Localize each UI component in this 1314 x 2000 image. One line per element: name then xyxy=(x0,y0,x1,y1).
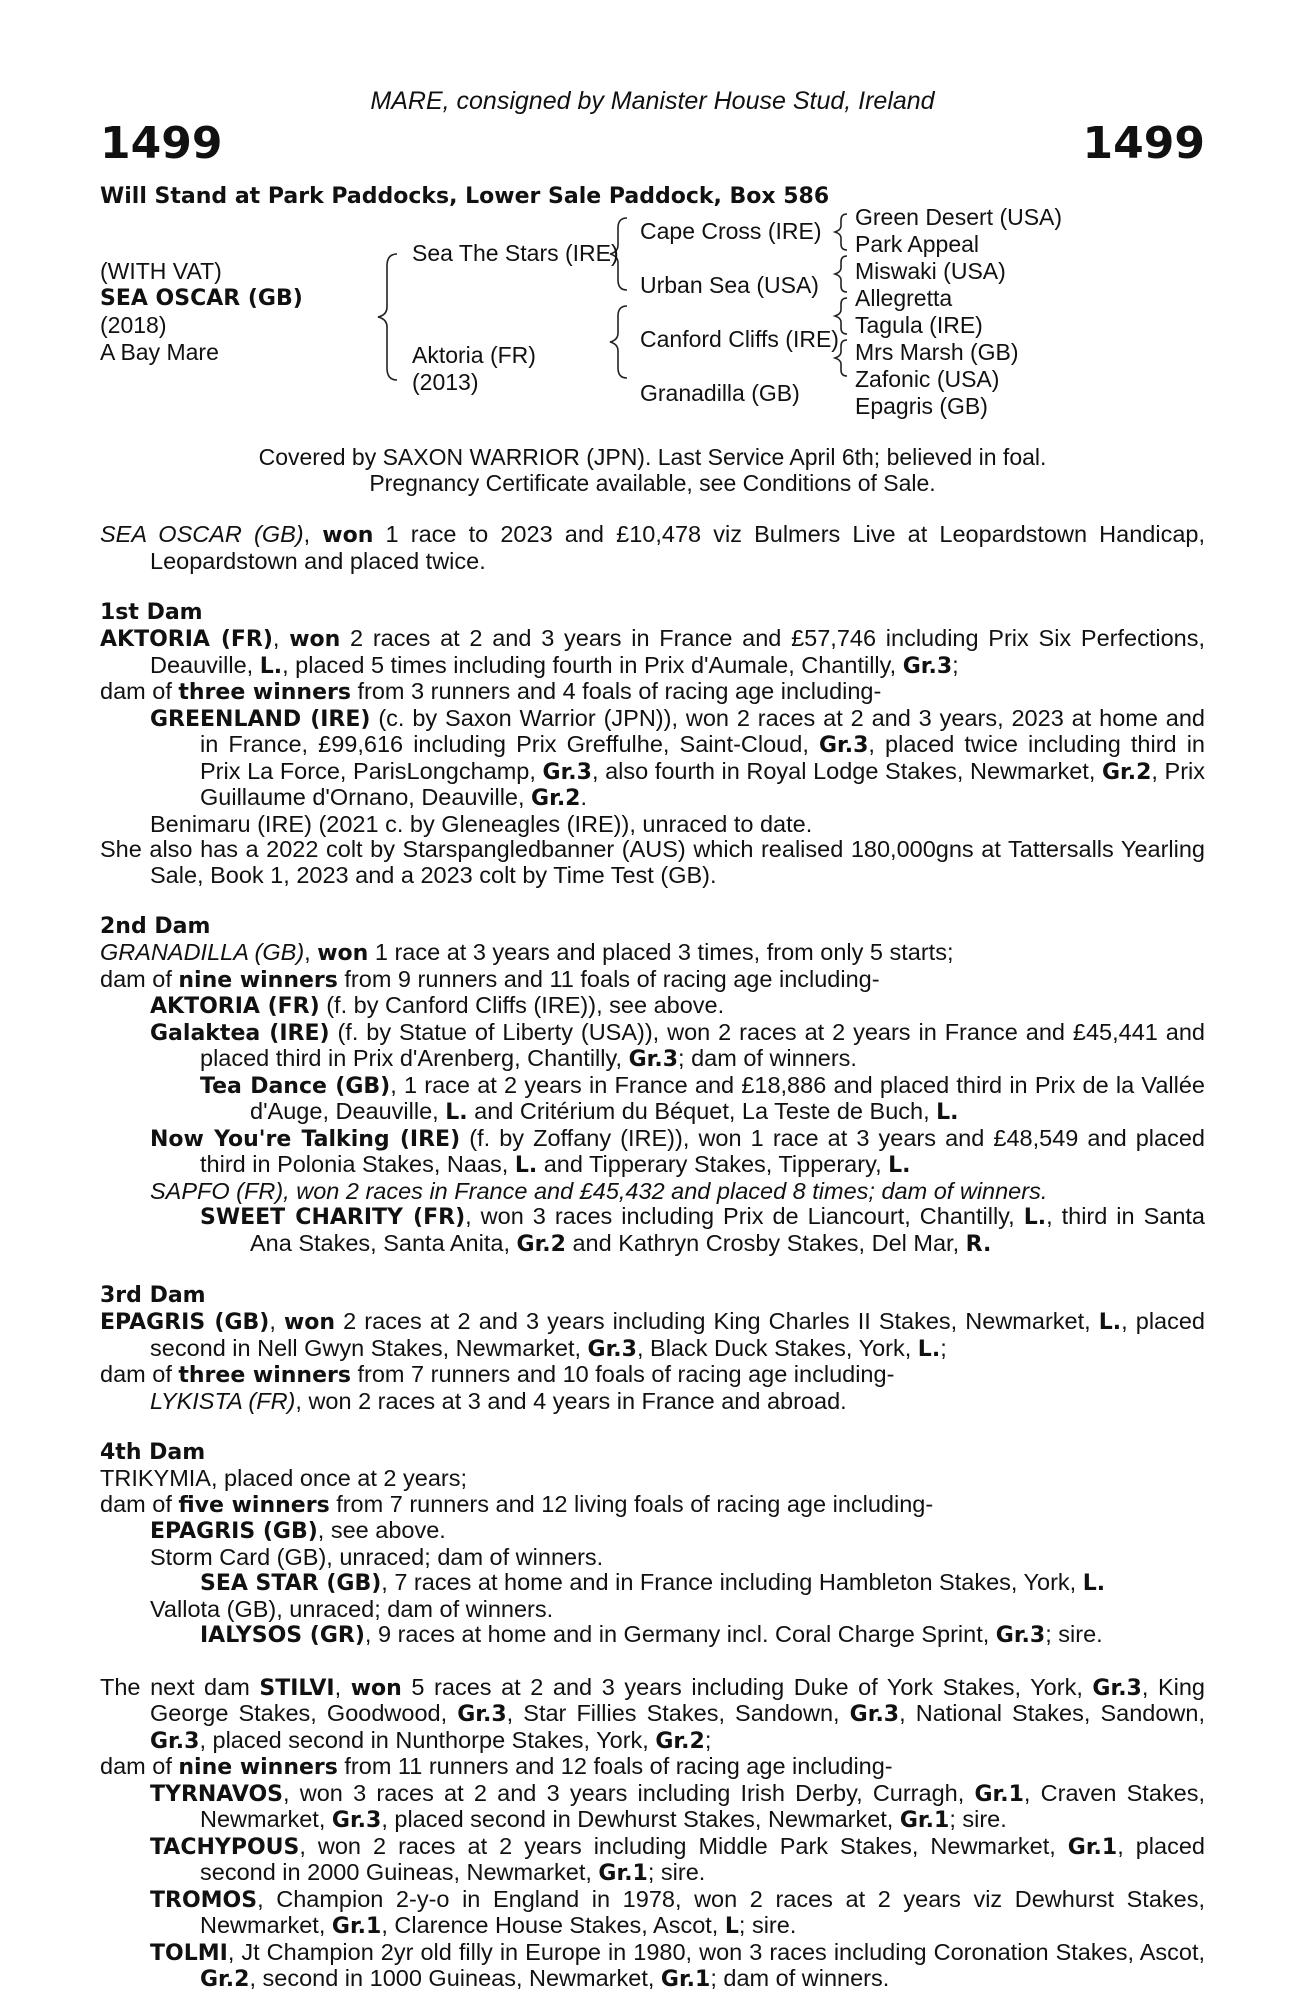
covered-line-2: Pregnancy Certificate available, see Conditions of Sale. xyxy=(369,470,936,496)
sire-of-dam: Canford Cliffs (IRE) xyxy=(640,326,839,352)
covered-note xyxy=(100,444,1205,496)
first-dam-record: AKTORIA (FR), won 2 races at 2 and 3 years in France and £57,746 including Prix Six Perfections, Deauville, L., placed 5 times including fourth in Prix d'Aumale, Chantilly, Gr.3; xyxy=(100,625,1205,679)
fourth-dam-heading: 4th Dam xyxy=(100,1440,206,1465)
fourth-dam-foal-epagris: EPAGRIS (GB), see above. xyxy=(150,1517,446,1544)
intro-paragraph: SEA OSCAR (GB), won 1 race to 2023 and £10,478 viz Bulmers Live at Leopardstown Handicap, Leopardstown and placed twice. xyxy=(100,521,1206,574)
next-dam-foal-tyrnavos: TYRNAVOS, won 3 races at 2 and 3 years including Irish Derby, Curragh, Gr.1, Craven Stakes, Newmarket, Gr.3, placed second in Dewhurst Stakes, Newmarket, Gr.1; sire. xyxy=(150,1779,1205,1833)
next-dam-record: The next dam STILVI, won 5 races at 2 and 3 years including Duke of York Stakes, York, Gr.3, King George Stakes, Goodwood, Gr.3, Star Fillies Stakes, Sandown, Gr.3, National Stakes, Sandown, Gr.3, placed second in Nunthorpe Stakes, York, Gr.2; xyxy=(100,1673,1206,1754)
fourth-dam-grandfoal-sea-star: SEA STAR (GB), 7 races at home and in France including Hambleton Stakes, York, L. xyxy=(200,1569,1106,1596)
dam-year: (2013) xyxy=(412,369,479,395)
horse-year: (2018) xyxy=(100,312,167,338)
dam: Aktoria (FR) xyxy=(412,342,536,368)
next-dam-foal-tromos: TROMOS, Champion 2-y-o in England in 1978, won 2 races at 2 years viz Dewhurst Stakes, Newmarket, Gr.1, Clarence House Stakes, Ascot, L; sire. xyxy=(150,1885,1205,1939)
third-dam-produce: dam of three winners from 7 runners and 10 foals of racing age including- xyxy=(100,1361,895,1388)
second-dam-foal-galaktea: Galaktea (IRE) (f. by Statue of Liberty (USA)), won 2 races at 2 years in France and £45,441 and placed third in Prix d'Arenberg, Chantilly, Gr.3; dam of winners. xyxy=(150,1018,1205,1072)
second-dam-produce: dam of nine winners from 9 runners and 11 foals of racing age including- xyxy=(100,965,880,993)
second-dam-foal-now-youre-talking: Now You're Talking (IRE) (f. by Zoffany (IRE)), won 1 race at 3 years and £48,549 and placed third in Polonia Stakes, Naas, L. and Tipperary Stakes, Tipperary, L. xyxy=(150,1124,1205,1178)
ancestor-dds: Zafonic (USA) xyxy=(855,366,1000,392)
fourth-dam-foal-storm-card: Storm Card (GB), unraced; dam of winners. xyxy=(150,1543,604,1570)
lot-number-right: 1499 xyxy=(1082,118,1205,169)
first-dam-heading: 1st Dam xyxy=(100,600,203,625)
first-dam-other-foals: She also has a 2022 colt by Starspangledbanner (AUS) which realised 180,000gns at Tattersalls Yearling Sale, Book 1, 2023 and a 2023 colt by Time Test (GB). xyxy=(100,836,1205,888)
catalogue-page xyxy=(100,78,1205,1993)
covered-line-1: Covered by SAXON WARRIOR (JPN). Last Service April 6th; believed in foal. xyxy=(258,444,1047,470)
ancestor-ssd: Park Appeal xyxy=(855,231,980,257)
stand-location: Will Stand at Park Paddocks, Lower Sale Paddock, Box 586 xyxy=(100,184,830,209)
lot-number-row xyxy=(100,116,1205,172)
ancestor-ddd: Epagris (GB) xyxy=(855,393,988,419)
brace-gen3-2 xyxy=(835,256,847,292)
horse-name: SEA OSCAR (GB) xyxy=(100,286,303,311)
ancestor-sss: Green Desert (USA) xyxy=(855,204,1063,230)
dam-of-sire: Urban Sea (USA) xyxy=(640,272,819,298)
fourth-dam-foal-vallota: Vallota (GB), unraced; dam of winners. xyxy=(150,1595,554,1622)
vat-note: (WITH VAT) xyxy=(100,258,222,284)
brace-gen3-1 xyxy=(835,214,847,250)
ancestor-dss: Tagula (IRE) xyxy=(855,312,983,338)
brace-gen1 xyxy=(378,254,397,380)
second-dam-heading: 2nd Dam xyxy=(100,914,211,939)
sire-of-sire: Cape Cross (IRE) xyxy=(640,218,822,244)
dam-of-dam: Granadilla (GB) xyxy=(640,380,800,406)
consignment-line: MARE, consigned by Manister House Stud, Ireland xyxy=(370,87,935,115)
ancestor-dsd: Mrs Marsh (GB) xyxy=(855,339,1019,365)
third-dam-heading: 3rd Dam xyxy=(100,1283,206,1308)
pedigree-table xyxy=(100,204,1205,442)
second-dam-grandfoal-sweet-charity: SWEET CHARITY (FR), won 3 races including Prix de Liancourt, Chantilly, L., third in Santa Ana Stakes, Santa Anita, Gr.2 and Kathryn Crosby Stakes, Del Mar, R. xyxy=(200,1203,1205,1257)
second-dam-grandfoal-tea-dance: Tea Dance (GB), 1 race at 2 years in France and £18,886 and placed third in Prix de la Vallée d'Auge, Deauville, L. and Critérium du Béquet, La Teste de Buch, L. xyxy=(200,1071,1205,1125)
sire: Sea The Stars (IRE) xyxy=(412,240,619,266)
horse-description: A Bay Mare xyxy=(100,339,219,365)
next-dam-produce: dam of nine winners from 11 runners and 12 foals of racing age including- xyxy=(100,1753,893,1780)
second-dam-foal-sapfo: SAPFO (FR), won 2 races in France and £45,432 and placed 8 times; dam of winners. xyxy=(150,1177,1048,1204)
fourth-dam-record: TRIKYMIA, placed once at 2 years; xyxy=(100,1465,468,1491)
second-dam-record: GRANADILLA (GB), won 1 race at 3 years and placed 3 times, from only 5 starts; xyxy=(100,939,954,966)
fourth-dam-grandfoal-ialysos: IALYSOS (GR), 9 races at home and in Germany incl. Coral Charge Sprint, Gr.3; sire. xyxy=(200,1621,1103,1648)
first-dam-foal-benimaru: Benimaru (IRE) (2021 c. by Gleneagles (IRE)), unraced to date. xyxy=(150,810,813,837)
first-dam-produce: dam of three winners from 3 runners and 4 foals of racing age including- xyxy=(100,678,882,705)
intro-name: SEA OSCAR (GB) xyxy=(100,521,304,547)
third-dam-record: EPAGRIS (GB), won 2 races at 2 and 3 years including King Charles II Stakes, Newmarket, L., placed second in Nell Gwyn Stakes, Newmarket, Gr.3, Black Duck Stakes, York, L.; xyxy=(100,1308,1206,1362)
second-dam-foal-aktoria: AKTORIA (FR) (f. by Canford Cliffs (IRE)), see above. xyxy=(150,992,725,1019)
ancestor-sds: Miswaki (USA) xyxy=(855,258,1006,284)
next-dam-foal-tachypous: TACHYPOUS, won 2 races at 2 years including Middle Park Stakes, Newmarket, Gr.1, placed second in 2000 Guineas, Newmarket, Gr.1; sire. xyxy=(150,1832,1205,1886)
fourth-dam-produce: dam of five winners from 7 runners and 12 living foals of racing age including- xyxy=(100,1490,934,1518)
first-dam-foal-greenland: GREENLAND (IRE) (c. by Saxon Warrior (JPN)), won 2 races at 2 and 3 years, 2023 at home and in France, £99,616 including Prix Greffulhe, Saint-Cloud, Gr.3, placed twice including third in Prix La Force, ParisLongchamp, Gr.3, also fourth in Royal Lodge Stakes, Newmarket, Gr.2, Prix Guillaume d'Ornano, Deauville, Gr.2. xyxy=(150,704,1206,811)
third-dam-foal-lykista: LYKISTA (FR), won 2 races at 3 and 4 years in France and abroad. xyxy=(150,1387,847,1414)
brace-gen2-dam xyxy=(610,306,627,378)
lot-number-left: 1499 xyxy=(100,118,223,169)
ancestor-sdd: Allegretta xyxy=(855,285,953,311)
next-dam-foal-tolmi: TOLMI, Jt Champion 2yr old filly in Europe in 1980, won 3 races including Coronation Stakes, Ascot, Gr.2, second in 1000 Guineas, Newmarket, Gr.1; dam of winners. xyxy=(150,1938,1205,1992)
